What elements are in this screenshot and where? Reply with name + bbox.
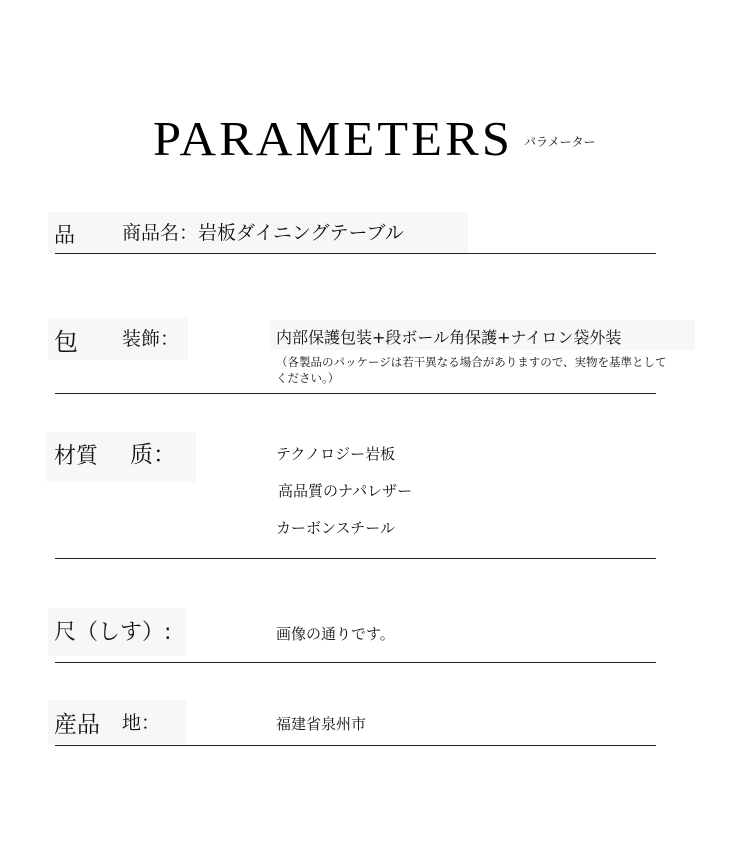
- divider: [55, 558, 656, 559]
- material-value-2: 高品質のナパレザー: [278, 482, 413, 500]
- divider: [55, 393, 656, 394]
- material-row-label2: 质：: [130, 442, 176, 468]
- size-row-label: 尺（しす）:: [54, 620, 172, 645]
- origin-value: 福建省泉州市: [276, 715, 367, 733]
- material-row-label: 材質: [54, 444, 99, 469]
- packaging-row-label2: 装飾：: [122, 328, 180, 350]
- size-value: 画像の通りです。: [276, 625, 395, 643]
- origin-row-label: 産品: [54, 712, 100, 738]
- product-name-text: 商品名：岩板ダイニングテーブル: [122, 222, 404, 244]
- packaging-value: 内部保護包装+段ボール角保護+ナイロン袋外装: [276, 328, 622, 347]
- divider: [55, 662, 656, 663]
- name-row-label: 品: [54, 223, 75, 247]
- divider: [55, 745, 656, 746]
- packaging-row-label: 包: [54, 328, 78, 356]
- page-title: PARAMETERS: [153, 111, 514, 166]
- material-value-3: カーボンスチール: [276, 519, 395, 537]
- page-subtitle: パラメーター: [524, 135, 596, 149]
- divider: [55, 253, 656, 254]
- packaging-note: （各製品のパッケージは若干異なる場合がありますので、実物を基準としてください。）: [276, 355, 667, 385]
- origin-row-label2: 地：: [122, 712, 161, 734]
- material-value-1: テクノロジー岩板: [276, 445, 396, 463]
